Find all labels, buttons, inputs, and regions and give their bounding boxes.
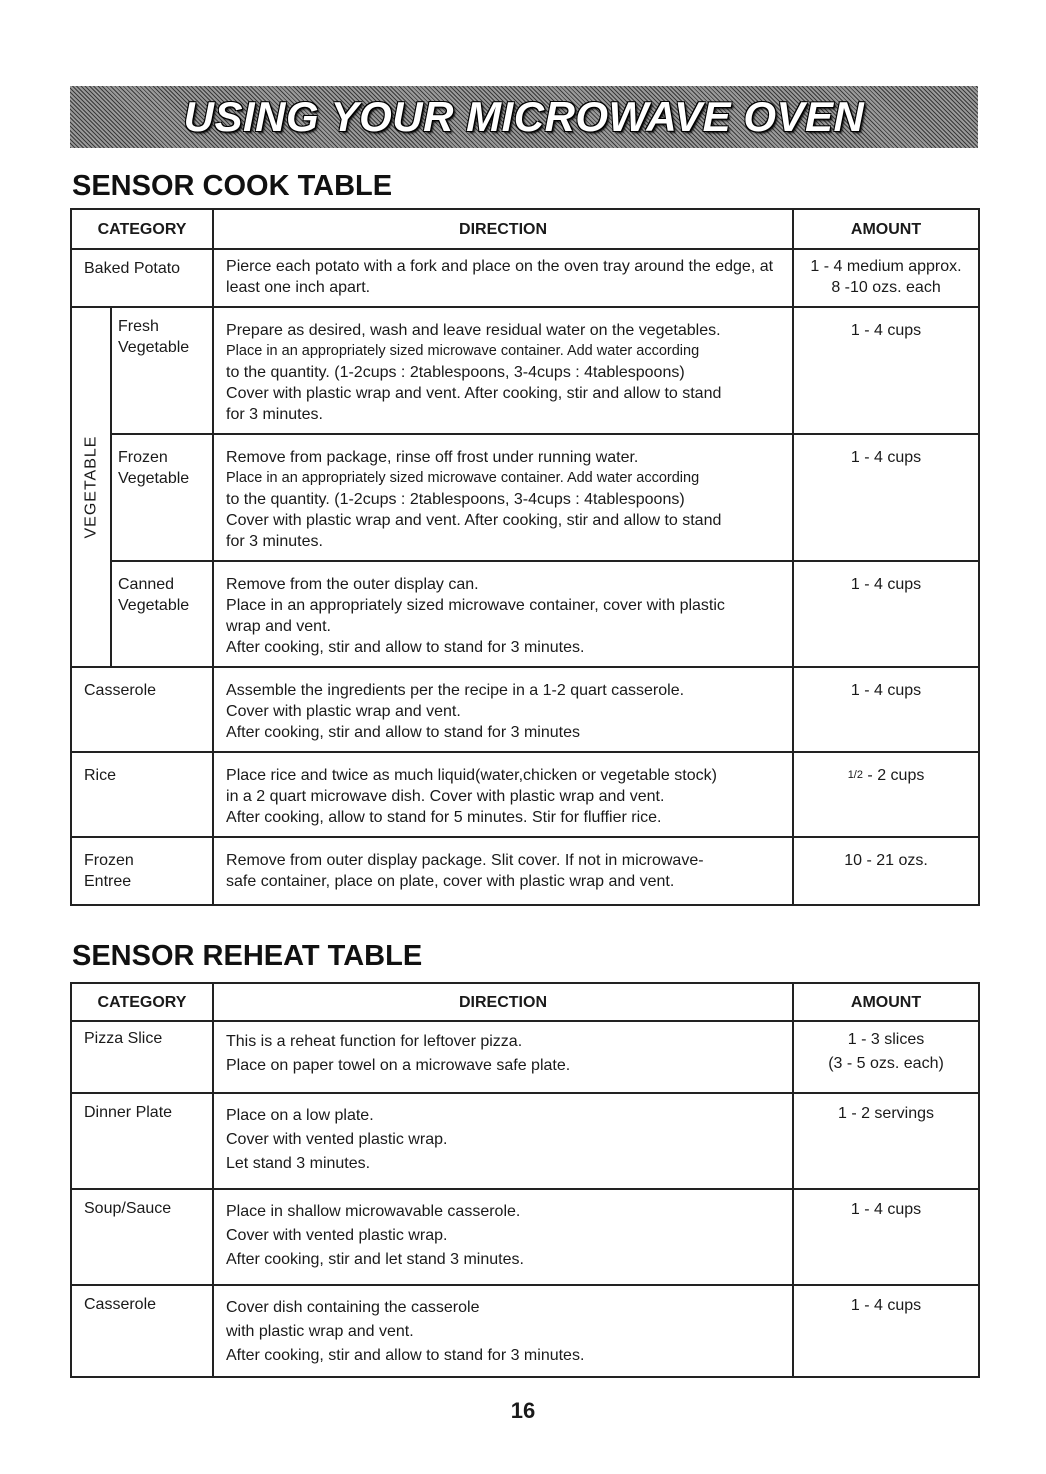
vegetable-group-cell <box>71 307 111 667</box>
direction-cell <box>213 752 793 837</box>
category-label: Casserole <box>84 682 157 699</box>
table-row <box>71 837 979 905</box>
amount-cell <box>793 1189 979 1285</box>
direction-text: Cover dish containing the casserole with plastic wrap and vent. After cooking, stir and allow to stand for 3 minutes. <box>226 1299 585 1364</box>
amount-cell <box>793 837 979 905</box>
vegetable-group-label: VEGETABLE <box>82 435 100 539</box>
category-label: Fresh Vegetable <box>118 318 190 356</box>
direction-text: Place in an appropriately sized microwave container. Add water according <box>226 470 700 486</box>
header-direction: DIRECTION <box>213 983 793 1021</box>
direction-text: Remove from the outer display can. Place in an appropriately sized microwave container, cover with plastic wrap and vent. After cooking, stir and allow to stand for 3 minutes. <box>226 576 725 656</box>
table-header-row <box>71 983 979 1021</box>
category-cell <box>71 1093 213 1189</box>
amount-text: 1 - 4 cups <box>850 1297 922 1314</box>
category-label: Casserole <box>84 1296 157 1313</box>
category-label: Rice <box>84 767 117 784</box>
banner-title: USING YOUR MICROWAVE OVEN <box>183 93 865 140</box>
page-banner <box>70 86 978 148</box>
header-amount: AMOUNT <box>793 209 979 249</box>
header-category: CATEGORY <box>71 983 213 1021</box>
category-cell <box>111 434 213 561</box>
header-category: CATEGORY <box>71 209 213 249</box>
direction-cell <box>213 561 793 667</box>
sensor-reheat-title: SENSOR REHEAT TABLE <box>72 940 423 972</box>
category-cell <box>71 752 213 837</box>
amount-cell <box>793 667 979 752</box>
table-row <box>71 1093 979 1189</box>
direction-text: Place on a low plate. Cover with vented plastic wrap. Let stand 3 minutes. <box>226 1107 448 1172</box>
table-row <box>71 667 979 752</box>
direction-cell <box>213 249 793 307</box>
direction-cell <box>213 1021 793 1093</box>
amount-text: 1 - 4 cups <box>850 449 922 466</box>
sensor-cook-title: SENSOR COOK TABLE <box>72 170 393 202</box>
category-cell <box>71 1189 213 1285</box>
amount-fraction: 1/2 <box>847 769 863 781</box>
direction-cell <box>213 1285 793 1377</box>
direction-text: Assemble the ingredients per the recipe in a 1-2 quart casserole. Cover with plastic wrap and vent. After cooking, stir and allow to stand for 3 minutes <box>226 682 685 741</box>
category-label: Dinner Plate <box>84 1104 173 1121</box>
category-label: Pizza Slice <box>84 1030 163 1047</box>
amount-cell <box>793 434 979 561</box>
table-header-row <box>71 209 979 249</box>
direction-cell <box>213 1189 793 1285</box>
category-cell <box>71 667 213 752</box>
amount-cell <box>793 249 979 307</box>
amount-text: 1 - 4 cups <box>850 322 922 339</box>
amount-text: 1 - 2 servings <box>837 1105 935 1122</box>
table-row <box>71 752 979 837</box>
direction-cell <box>213 667 793 752</box>
sensor-reheat-table <box>70 982 980 1378</box>
direction-text: Place rice and twice as much liquid(water,chicken or vegetable stock) in a 2 quart microwave dish. Cover with plastic wrap and vent. After cooking, allow to stand for 5 minutes. Stir for fluffier rice. <box>226 767 717 826</box>
category-cell <box>71 1285 213 1377</box>
category-cell <box>111 561 213 667</box>
direction-text: to the quantity. (1-2cups : 2tablespoons, 3-4cups : 4tablespoons) Cover with plastic wrap and vent. After cooking, stir and allow to stand for 3 minutes. <box>226 364 722 423</box>
sensor-cook-table <box>70 208 980 906</box>
amount-cell <box>793 752 979 837</box>
direction-text: to the quantity. (1-2cups : 2tablespoons, 3-4cups : 4tablespoons) Cover with plastic wrap and vent. After cooking, stir and allow to stand for 3 minutes. <box>226 491 722 550</box>
category-label: Soup/Sauce <box>84 1200 172 1217</box>
amount-text: 1 - 4 cups <box>850 682 922 699</box>
amount-text: 1 - 4 medium approx. <box>810 258 962 275</box>
category-cell <box>71 249 213 307</box>
direction-text: This is a reheat function for leftover pizza. Place on paper towel on a microwave safe plate. <box>226 1033 571 1074</box>
category-label: Frozen Entree <box>84 852 134 890</box>
amount-cell <box>793 561 979 667</box>
direction-cell <box>213 434 793 561</box>
category-cell <box>71 1021 213 1093</box>
amount-text: 1 - 4 cups <box>850 576 922 593</box>
amount-cell <box>793 1093 979 1189</box>
direction-text: Remove from outer display package. Slit cover. If not in microwave- safe container, place on plate, cover with plastic wrap and vent. <box>226 852 704 890</box>
amount-cell <box>793 307 979 434</box>
category-label: Baked Potato <box>84 260 181 277</box>
amount-cell <box>793 1021 979 1093</box>
header-direction: DIRECTION <box>213 209 793 249</box>
table-row <box>71 249 979 307</box>
direction-text: Place in shallow microwavable casserole. Cover with vented plastic wrap. After cooking, stir and let stand 3 minutes. <box>226 1203 524 1268</box>
table-row <box>71 307 979 434</box>
table-row <box>71 1021 979 1093</box>
category-cell <box>111 307 213 434</box>
direction-cell <box>213 1093 793 1189</box>
direction-cell <box>213 307 793 434</box>
direction-text: Remove from package, rinse off frost under running water. <box>226 449 639 466</box>
table-row <box>71 1285 979 1377</box>
amount-text: - 2 cups <box>862 767 925 784</box>
direction-cell <box>213 837 793 905</box>
direction-text: Place in an appropriately sized microwave container. Add water according <box>226 343 700 359</box>
header-amount: AMOUNT <box>793 983 979 1021</box>
amount-text: 1 - 4 cups <box>850 1201 922 1218</box>
table-row <box>71 1189 979 1285</box>
amount-text: 8 -10 ozs. each <box>831 279 941 296</box>
page-number: 16 <box>510 1398 536 1423</box>
category-label: Frozen Vegetable <box>118 449 190 487</box>
table-row <box>71 561 979 667</box>
category-cell <box>71 837 213 905</box>
table-row <box>71 434 979 561</box>
amount-text: 1 - 3 slices (3 - 5 ozs. each) <box>828 1031 944 1072</box>
direction-text: Pierce each potato with a fork and place on the oven tray around the edge, at least one inch apart. <box>226 258 774 296</box>
direction-text: Prepare as desired, wash and leave residual water on the vegetables. <box>226 322 721 339</box>
amount-cell <box>793 1285 979 1377</box>
amount-text: 10 - 21 ozs. <box>844 852 928 869</box>
category-label: Canned Vegetable <box>118 576 190 614</box>
